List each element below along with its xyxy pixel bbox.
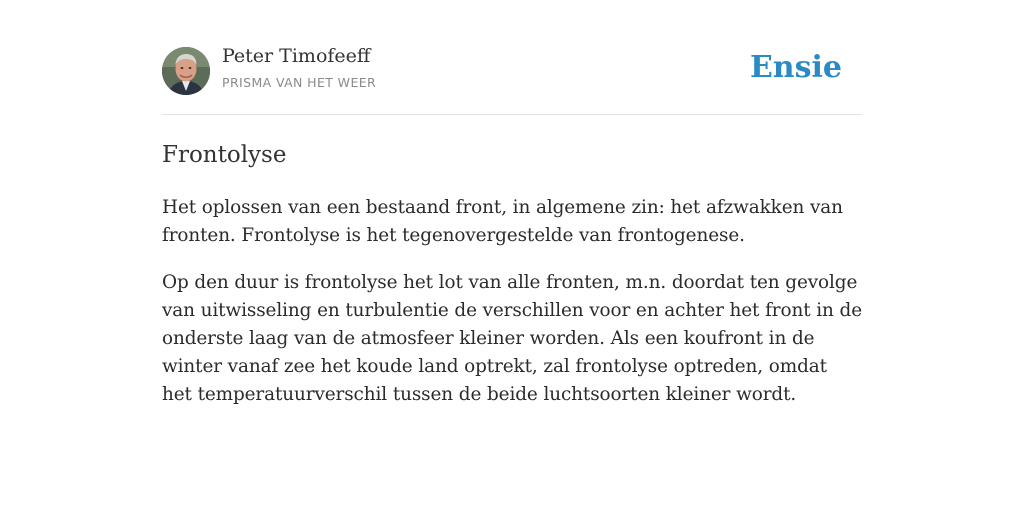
author-name[interactable]: Peter Timofeeff	[222, 45, 371, 67]
source-name[interactable]: PRISMA VAN HET WEER	[222, 75, 377, 90]
definition-paragraph: Op den duur is frontolyse het lot van alle fronten, m.n. doordat ten gevolge van uitwisseling en turbulentie de verschillen voor en achter het front in de onderste laag van de atmosfeer kleiner worden. Als een koufront in de winter vanaf zee het koude land optrekt, zal frontolyse optreden, omdat het temperatuurverschil tussen de beide luchtsoorten kleiner wordt.	[162, 272, 862, 405]
person-portrait-icon	[162, 47, 210, 95]
definition-body	[162, 194, 862, 409]
card-header	[162, 0, 862, 115]
definition-card	[162, 0, 862, 409]
brand-logo[interactable]: Ensie	[749, 50, 842, 85]
author-avatar	[162, 47, 210, 95]
definition-paragraph: Het oplossen van een bestaand front, in algemene zin: het afzwakken van fronten. Frontolyse is het tegenovergestelde van frontogenese.	[162, 197, 843, 246]
page-title: Frontolyse	[162, 142, 287, 168]
